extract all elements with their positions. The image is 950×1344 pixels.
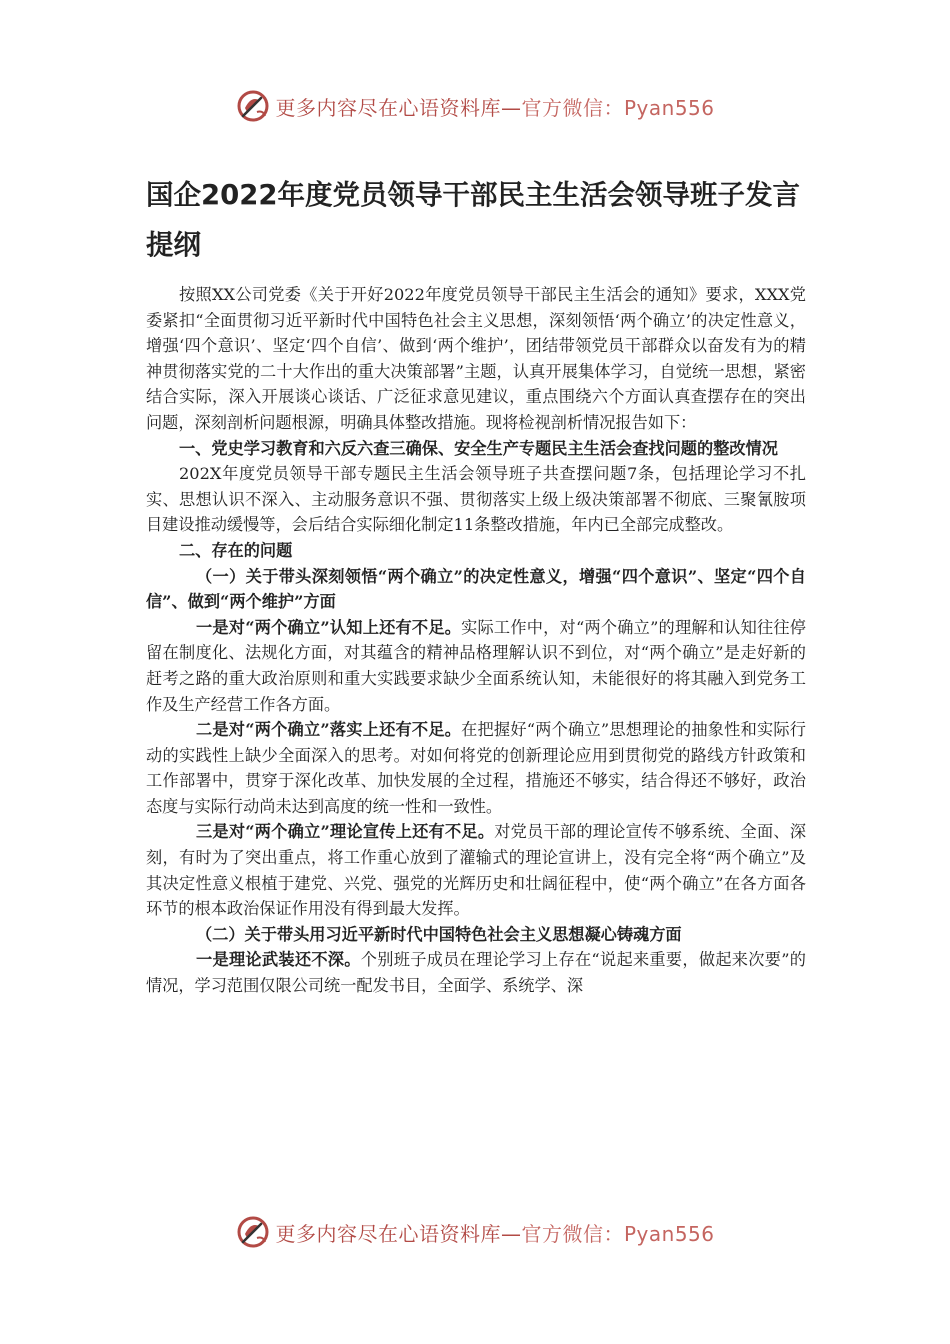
watermark-banner-bottom [0, 1212, 950, 1252]
section-heading: 一、党史学习教育和六反六查三确保、安全生产专题民主生活会查找问题的整改情况 [179, 438, 778, 458]
subsection-heading: （二）关于带头用习近平新时代中国特色社会主义思想凝心铸魂方面 [196, 924, 682, 944]
issue-body: 在把握好“两个确立”思想理论的抽象性和实际行动的实践性上缺少全面深入的思考。对如何将党的创新理论应用到贯彻党的路线方针政策和工作部署中，贯穿于深化改革、加快发展的全过程，措施还不够实，结合得还不够好，政治态度与实际行动尚未达到高度的统一性和一致性。 [146, 720, 806, 816]
document-title: 国企2022年度党员领导干部民主生活会领导班子发言提纲 [146, 179, 801, 261]
document-body [146, 282, 806, 999]
issue-lead: 一是对“两个确立”认知上还有不足。 [196, 617, 462, 637]
issue-paragraph [146, 717, 806, 819]
issue-body: 对党员干部的理论宣传不够系统、全面、深刻，有时为了突出重点，将工作重心放到了灌输式的理论宣讲上，没有完全将“两个确立”及其决定性意义根植于建党、兴党、强党的光辉历史和壮阔征程中，使“两个确立”在各方面各环节的根本政治保证作用没有得到最大发挥。 [146, 822, 807, 919]
brand-logo-icon [235, 1214, 271, 1250]
intro-paragraph: 按照XX公司党委《关于开好2022年度党员领导干部民主生活会的通知》要求，XXX党委紧扣“全面贯彻习近平新时代中国特色社会主义思想，深刻领悟‘两个确立’的决定性意义，增强‘四个意识’、坚定‘四个自信’、做到‘两个维护’，团结带领党员干部群众以奋发有为的精神贯彻落实党的二十大作出的重大决策部署”主题，认真开展集体学习，自觉统一思想，紧密结合实际，深入开展谈心谈话、广泛征求意见建议，重点围绕六个方面认真查摆存在的突出问题，深刻剖析问题根源，明确具体整改措施。现将检视剖析情况报告如下： [146, 285, 806, 432]
section-paragraph: 202X年度党员领导干部专题民主生活会领导班子共查摆问题7条，包括理论学习不扎实、思想认识不深入、主动服务意识不强、贯彻落实上级上级决策部署不彻底、三聚氰胺项目建设推动缓慢等，会后结合实际细化制定11条整改措施，年内已全部完成整改。 [146, 464, 806, 535]
subsection-heading: （一）关于带头深刻领悟“两个确立”的决定性意义，增强“四个意识”、坚定“四个自信”、做到“两个维护”方面 [146, 566, 806, 612]
issue-body: 实际工作中，对“两个确立”的理解和认知往往停留在制度化、法规化方面，对其蕴含的精神品格理解认识不到位，对“两个确立”是走好新的赶考之路的重大政治原则和重大实践要求缺少全面系统认知，未能很好的将其融入到党务工作及生产经营工作各方面。 [146, 617, 806, 714]
issue-lead: 一是理论武装还不深。 [196, 950, 361, 970]
brand-logo-icon [235, 88, 271, 124]
issue-paragraph [146, 947, 806, 998]
issue-body: 个别班子成员在理论学习上存在“说起来重要，做起来次要”的情况，学习范围仅限公司统一配发书目，全面学、系统学、深 [146, 950, 806, 996]
watermark-text: 更多内容尽在心语资料库—官方微信：Pyan556 [275, 95, 715, 120]
watermark-banner-top [0, 86, 950, 126]
issue-paragraph [146, 819, 806, 921]
section-heading: 二、存在的问题 [179, 540, 293, 560]
issue-lead: 三是对“两个确立”理论宣传上还有不足。 [196, 822, 495, 842]
watermark-text: 更多内容尽在心语资料库—官方微信：Pyan556 [275, 1221, 715, 1246]
issue-paragraph [146, 615, 806, 717]
issue-lead: 二是对“两个确立”落实上还有不足。 [196, 720, 462, 740]
